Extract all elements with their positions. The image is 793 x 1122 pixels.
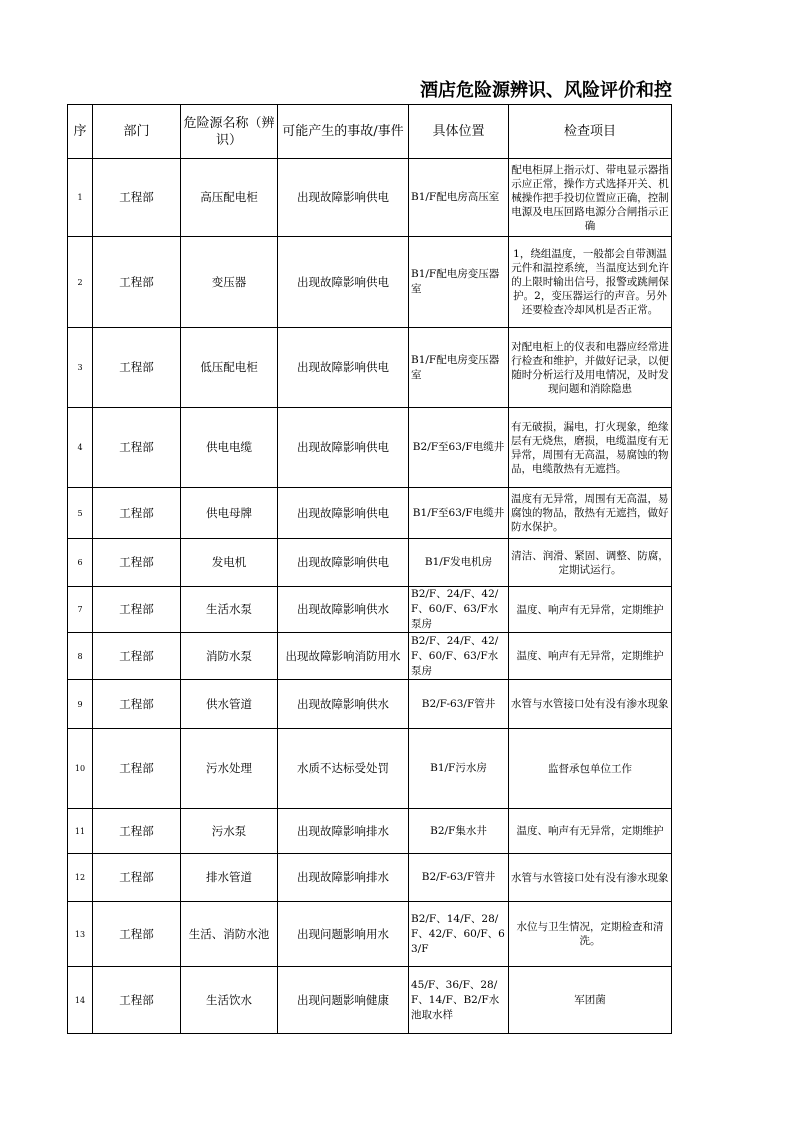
accident-cell: 出现问题影响健康 — [278, 967, 409, 1034]
check-item-cell: 军团菌 — [509, 967, 672, 1034]
location-cell: B1/F配电房变压器室 — [409, 237, 509, 328]
hazard-name-cell: 生活饮水 — [181, 967, 278, 1034]
table-row — [68, 729, 672, 809]
header-location: 具体位置 — [409, 105, 509, 159]
header-accident: 可能产生的事故/事件 — [278, 105, 409, 159]
check-item-cell: 监督承包单位工作 — [509, 729, 672, 809]
check-item-cell: 水位与卫生情况，定期检查和清洗。 — [509, 902, 672, 967]
accident-cell: 水质不达标受处罚 — [278, 729, 409, 809]
table-row — [68, 680, 672, 729]
header-hazard: 危险源名称（辨识） — [181, 105, 278, 159]
accident-cell: 出现故障影响排水 — [278, 854, 409, 902]
check-item-cell: 温度有无异常，周围有无高温，易腐蚀的物品，散热有无遮挡，做好防水保护。 — [509, 488, 672, 539]
row-number: 9 — [68, 680, 93, 729]
row-number: 4 — [68, 408, 93, 488]
hazard-name-cell: 低压配电柜 — [181, 328, 278, 408]
accident-cell: 出现故障影响供电 — [278, 488, 409, 539]
table-row — [68, 809, 672, 854]
table-row — [68, 328, 672, 408]
row-number: 8 — [68, 633, 93, 680]
row-number: 1 — [68, 159, 93, 237]
check-item-cell: 有无破损，漏电，打火现象，绝缘层有无烧焦，磨损，电缆温度有无异常，周围有无高温，易腐蚀的物品，电缆散热有无遮挡。 — [509, 408, 672, 488]
department-cell: 工程部 — [93, 488, 181, 539]
hazard-table — [67, 104, 672, 1034]
hazard-name-cell: 污水泵 — [181, 809, 278, 854]
accident-cell: 出现故障影响供电 — [278, 539, 409, 587]
accident-cell: 出现故障影响供水 — [278, 680, 409, 729]
check-item-cell: 温度、响声有无异常，定期维护 — [509, 633, 672, 680]
location-cell: B2/F、14/F、28/F、42/F、60/F、63/F — [409, 902, 509, 967]
hazard-name-cell: 消防水泵 — [181, 633, 278, 680]
hazard-name-cell: 高压配电柜 — [181, 159, 278, 237]
department-cell: 工程部 — [93, 967, 181, 1034]
hazard-name-cell: 发电机 — [181, 539, 278, 587]
department-cell: 工程部 — [93, 633, 181, 680]
accident-cell: 出现故障影响供电 — [278, 328, 409, 408]
row-number: 6 — [68, 539, 93, 587]
row-number: 13 — [68, 902, 93, 967]
hazard-name-cell: 生活、消防水池 — [181, 902, 278, 967]
row-number: 5 — [68, 488, 93, 539]
location-cell: B1/F配电房高压室 — [409, 159, 509, 237]
table-row — [68, 854, 672, 902]
hazard-name-cell: 供电电缆 — [181, 408, 278, 488]
accident-cell: 出现故障影响供电 — [278, 237, 409, 328]
check-item-cell: 温度、响声有无异常，定期维护 — [509, 809, 672, 854]
department-cell: 工程部 — [93, 408, 181, 488]
accident-cell: 出现问题影响用水 — [278, 902, 409, 967]
accident-cell: 出现故障影响消防用水 — [278, 633, 409, 680]
hazard-name-cell: 排水管道 — [181, 854, 278, 902]
location-cell: B2/F集水井 — [409, 809, 509, 854]
row-number: 2 — [68, 237, 93, 328]
hazard-name-cell: 供电母牌 — [181, 488, 278, 539]
hazard-name-cell: 变压器 — [181, 237, 278, 328]
header-no: 序 — [68, 105, 93, 159]
hazard-name-cell: 供水管道 — [181, 680, 278, 729]
table-row — [68, 539, 672, 587]
hazard-name-cell: 生活水泵 — [181, 587, 278, 633]
location-cell: B1/F污水房 — [409, 729, 509, 809]
table-row — [68, 408, 672, 488]
table-row — [68, 902, 672, 967]
row-number: 7 — [68, 587, 93, 633]
department-cell: 工程部 — [93, 902, 181, 967]
check-item-cell: 清洁、润滑、紧固、调整、防腐，定期试运行。 — [509, 539, 672, 587]
location-cell: B1/F发电机房 — [409, 539, 509, 587]
page-title: 酒店危险源辨识、风险评价和控 — [420, 80, 672, 101]
table-row — [68, 488, 672, 539]
location-cell: B2/F、24/F、42/F、60/F、63/F水泵房 — [409, 633, 509, 680]
department-cell: 工程部 — [93, 854, 181, 902]
check-item-cell: 温度、响声有无异常，定期维护 — [509, 587, 672, 633]
location-cell: B2/F至63/F电缆井 — [409, 408, 509, 488]
accident-cell: 出现故障影响供水 — [278, 587, 409, 633]
department-cell: 工程部 — [93, 587, 181, 633]
department-cell: 工程部 — [93, 729, 181, 809]
department-cell: 工程部 — [93, 680, 181, 729]
location-cell: B1/F配电房变压器室 — [409, 328, 509, 408]
table-row — [68, 967, 672, 1034]
table-row — [68, 633, 672, 680]
department-cell: 工程部 — [93, 328, 181, 408]
check-item-cell: 水管与水管接口处有没有渗水现象 — [509, 680, 672, 729]
row-number: 11 — [68, 809, 93, 854]
header-dept: 部门 — [93, 105, 181, 159]
location-cell: 45/F、36/F、28/F、14/F、B2/F水池取水样 — [409, 967, 509, 1034]
department-cell: 工程部 — [93, 809, 181, 854]
table-row — [68, 587, 672, 633]
table-header-row — [68, 105, 672, 159]
table-row — [68, 159, 672, 237]
location-cell: B2/F、24/F、42/F、60/F、63/F水泵房 — [409, 587, 509, 633]
check-item-cell: 配电柜屏上指示灯、带电显示器指示应正常，操作方式选择开关、机械操作把手投切位置应正确，控制电源及电压回路电源分合闸指示正确 — [509, 159, 672, 237]
hazard-name-cell: 污水处理 — [181, 729, 278, 809]
accident-cell: 出现故障影响供电 — [278, 408, 409, 488]
check-item-cell: 水管与水管接口处有没有渗水现象 — [509, 854, 672, 902]
check-item-cell: 1，绕组温度，一般都会自带测温元件和温控系统，当温度达到允许的上限时输出信号，报警或跳闸保护。2，变压器运行的声音。另外还要检查冷却风机是否正常。 — [509, 237, 672, 328]
location-cell: B2/F-63/F管井 — [409, 680, 509, 729]
row-number: 14 — [68, 967, 93, 1034]
location-cell: B1/F至63/F电缆井 — [409, 488, 509, 539]
location-cell: B2/F-63/F管井 — [409, 854, 509, 902]
table-row — [68, 237, 672, 328]
department-cell: 工程部 — [93, 237, 181, 328]
check-item-cell: 对配电柜上的仪表和电器应经常进行检查和维护，并做好记录，以便随时分析运行及用电情况，及时发现问题和消除隐患 — [509, 328, 672, 408]
accident-cell: 出现故障影响排水 — [278, 809, 409, 854]
header-check: 检查项目 — [509, 105, 672, 159]
row-number: 3 — [68, 328, 93, 408]
row-number: 12 — [68, 854, 93, 902]
accident-cell: 出现故障影响供电 — [278, 159, 409, 237]
row-number: 10 — [68, 729, 93, 809]
department-cell: 工程部 — [93, 539, 181, 587]
department-cell: 工程部 — [93, 159, 181, 237]
